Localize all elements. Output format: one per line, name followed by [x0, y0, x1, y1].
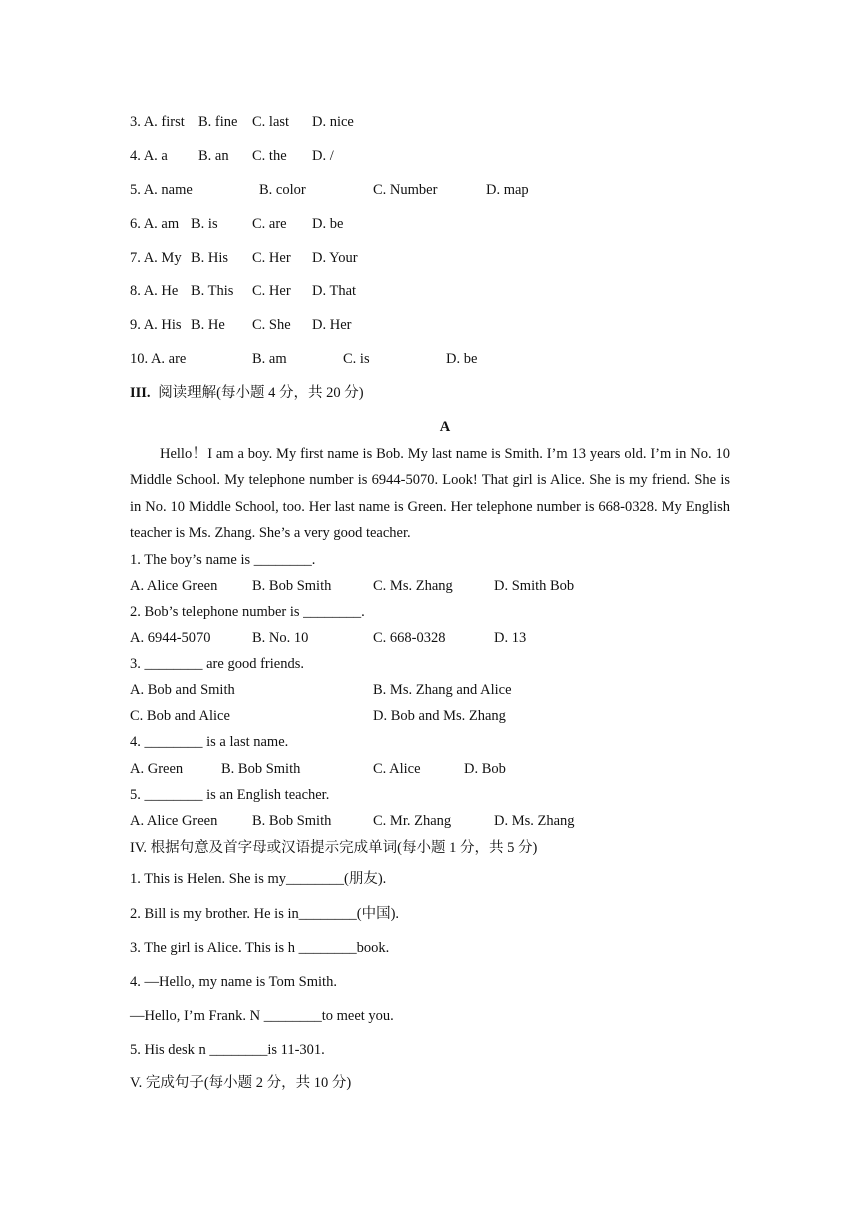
option-b: B. He [191, 317, 225, 333]
option-d: D. Ms. Zhang [494, 813, 575, 829]
fill-line-4-reply: —Hello, I’m Frank. N ________to meet you. [130, 1008, 394, 1024]
section-title: 阅读理解(每小题 4 分，共 20 分) [158, 385, 364, 401]
option-c: C. Mr. Zhang [373, 813, 452, 829]
option-d: D. map [486, 182, 529, 198]
option-b: B. Ms. Zhang and Alice [373, 682, 512, 698]
section-heading-word-completion: IV. 根据句意及首字母或汉语提示完成单词(每小题 1 分，共 5 分) [130, 840, 538, 856]
option-b: B. fine [198, 114, 238, 130]
option-c: C. Her [252, 250, 291, 266]
option-a: A. 6944-5070 [130, 630, 211, 646]
option-d: D. Her [312, 317, 352, 333]
option-d: D. Smith Bob [494, 578, 575, 594]
option-c: C. 668-0328 [373, 630, 446, 646]
option-a: A. Alice Green [130, 578, 218, 594]
fill-line-5: 5. His desk n ________is 11-301. [130, 1042, 325, 1058]
fill-line-2: 2. Bill is my brother. He is in________(中国). [130, 906, 400, 922]
option-b: B. Bob Smith [221, 761, 301, 777]
option-c: C. Alice [373, 761, 421, 777]
option-d: D. be [446, 351, 478, 367]
option-b: B. No. 10 [252, 630, 309, 646]
option-b: B. Bob Smith [252, 578, 332, 594]
option-c: C. Bob and Alice [130, 708, 230, 724]
item-num: 10. A. are [130, 351, 187, 367]
option-c: C. Number [373, 182, 438, 198]
fill-line-3: 3. The girl is Alice. This is h ________book. [130, 940, 390, 956]
question-stem: 4. ________ is a last name. [130, 734, 289, 750]
option-c: C. is [343, 351, 370, 367]
question-stem: 5. ________ is an English teacher. [130, 787, 330, 803]
option-d: D. 13 [494, 630, 527, 646]
option-c: C. She [252, 317, 291, 333]
fill-line-1: 1. This is Helen. She is my________(朋友). [130, 871, 387, 887]
option-c: C. Ms. Zhang [373, 578, 453, 594]
option-c: C. are [252, 216, 287, 232]
option-a: A. Green [130, 761, 184, 777]
option-d: D. be [312, 216, 344, 232]
option-d: D. That [312, 283, 357, 299]
option-d: D. / [312, 148, 334, 164]
option-d: D. Bob and Ms. Zhang [373, 708, 506, 724]
option-d: D. nice [312, 114, 354, 130]
question-stem: 3. ________ are good friends. [130, 656, 304, 672]
item-num: 4. A. a [130, 148, 168, 164]
section-heading-reading [130, 384, 364, 402]
option-d: D. Your [312, 250, 358, 266]
option-b: B. color [259, 182, 306, 198]
option-b: B. is [191, 216, 218, 232]
fill-line-4: 4. —Hello, my name is Tom Smith. [130, 974, 337, 990]
option-b: B. His [191, 250, 229, 266]
section-number: III. [130, 385, 151, 401]
item-num: 6. A. am [130, 216, 180, 232]
passage-label: A [439, 419, 451, 435]
option-b: B. Bob Smith [252, 813, 332, 829]
option-b: B. an [198, 148, 229, 164]
question-stem: 1. The boy’s name is ________. [130, 552, 316, 568]
reading-passage: Hello！I am a boy. My first name is Bob. My last name is Smith. I’m 13 years old. I’m in No. 10 Middle School. My telephone number is 6944-5070. Look! That girl is Alice. She is my friend. She is in No. 10 Middle School, too. Her last name is Green. Her telephone number is 668-0328. My English teacher is Ms. Zhang. She’s a very good teacher. [130, 446, 730, 541]
item-num: 5. A. name [130, 182, 193, 198]
option-c: C. Her [252, 283, 291, 299]
option-b: B. am [252, 351, 287, 367]
item-num: 3. A. first [130, 114, 185, 130]
item-num: 9. A. His [130, 317, 182, 333]
question-stem: 2. Bob’s telephone number is ________. [130, 604, 365, 620]
option-c: C. the [252, 148, 287, 164]
option-c: C. last [252, 114, 290, 130]
section-heading-complete-sentences: V. 完成句子(每小题 2 分，共 10 分) [130, 1075, 352, 1091]
option-a: A. Alice Green [130, 813, 218, 829]
option-d: D. Bob [464, 761, 506, 777]
option-a: A. Bob and Smith [130, 682, 235, 698]
option-b: B. This [191, 283, 234, 299]
item-num: 7. A. My [130, 250, 182, 266]
item-num: 8. A. He [130, 283, 179, 299]
